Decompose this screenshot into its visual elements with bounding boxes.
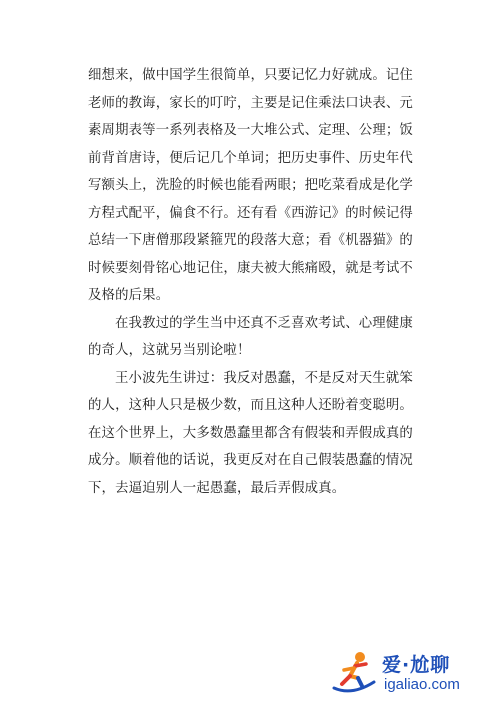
watermark-title: 爱·尬聊	[382, 654, 451, 676]
paragraph-line: 在这个世界上，大多数愚蠢里都含有假装和弄假成真的	[88, 425, 413, 441]
paragraph-line: 写额头上，洗脸的时候也能看两眼；把吃菜看成是化学	[88, 178, 413, 193]
paragraph-line: 的奇人，这就另当别论啦！	[88, 343, 251, 358]
paragraph-line: 素周期表等一系列表格及一大堆公式、定理、公理；饭	[88, 123, 413, 138]
running-figure-logo-icon	[330, 648, 380, 698]
paragraph-line: 下，去逼迫别人一起愚蠢，最后弄假成真。	[88, 480, 346, 496]
watermark-url: igaliao.com	[384, 676, 460, 693]
paragraph-line: 老师的教诲，家长的叮咛，主要是记住乘法口诀表、元	[88, 95, 413, 111]
site-watermark	[330, 648, 490, 698]
paragraph-line: 方程式配平，偏食不行。还有看《西游记》的时候记得	[88, 205, 413, 221]
paragraph-line: 前背首唐诗，便后记几个单词；把历史事件、历史年代	[88, 150, 413, 166]
paragraph-line: 的人，这种人只是极少数，而且这种人还盼着变聪明。	[88, 398, 413, 413]
paragraph-2	[88, 310, 414, 365]
paragraph-line: 总结一下唐僧那段紧箍咒的段落大意；看《机器猫》的	[88, 233, 413, 248]
paragraph-3	[88, 365, 414, 503]
paragraph-line: 细想来，做中国学生很简单，只要记忆力好就成。记住	[88, 68, 413, 83]
paragraph-line: 在我教过的学生当中还真不乏喜欢考试、心理健康	[115, 315, 413, 331]
paragraph-line: 王小波先生讲过：我反对愚蠢，不是反对天生就笨	[115, 370, 413, 386]
paragraph-line: 及格的后果。	[88, 288, 170, 303]
paragraph-line: 时候要刻骨铭心地记住，康夫被大熊痛殴，就是考试不	[88, 260, 413, 276]
paragraph-line: 成分。顺着他的话说，我更反对在自己假装愚蠢的情况	[88, 453, 413, 468]
paragraph-1	[88, 62, 414, 310]
article-body	[88, 62, 414, 502]
